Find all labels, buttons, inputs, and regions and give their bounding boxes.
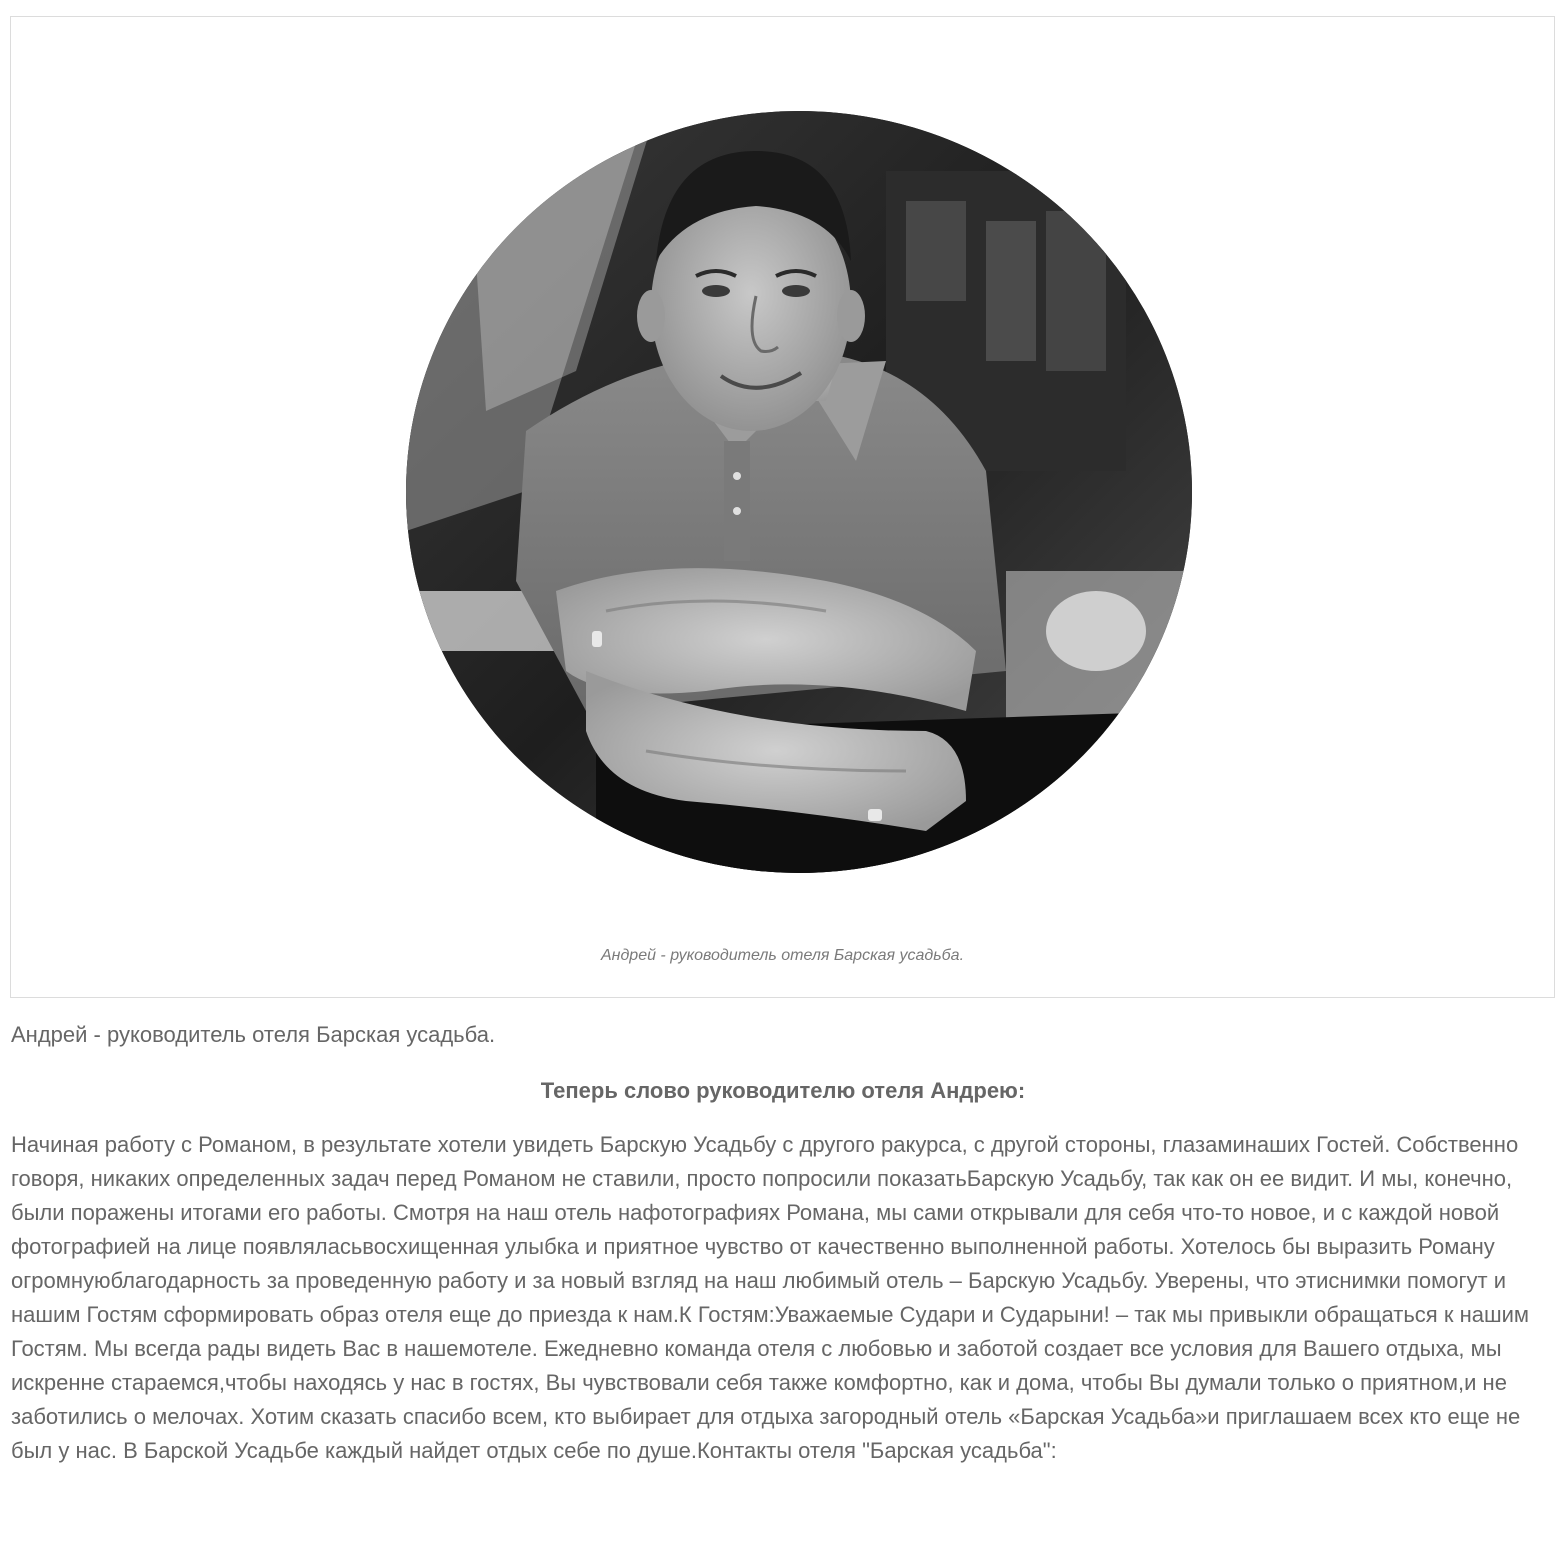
- caption-text: Андрей - руководитель отеля Барская усадьба.: [11, 1022, 496, 1047]
- section-heading: Теперь слово руководителю отеля Андрею:: [540, 1078, 1026, 1103]
- portrait-illustration: [406, 111, 1192, 873]
- portrait-photo[interactable]: [406, 111, 1192, 873]
- article-body: Начиная работу с Романом, в результате хотели увидеть Барскую Усадьбу с другого ракурса, с другой стороны, глазаминаших Гостей. Собственно говоря, никаких определенных задач перед Романом не ставили, просто попросили показатьБарскую Усадьбу, так как он ее видит. И мы, конечно, были поражены итогами его работы. Смотря на наш отель нафотографиях Романа, мы сами открывали для себя что-то новое, и с каждой новой фотографией на лице появляласьвосхищенная улыбка и приятное чувство от качественно выполненной работы. Хотелось бы выразить Роману огромнуюблагодарность за проведенную работу и за новый взгляд на наш любимый отель – Барскую Усадьбу. Уверены, что этиснимки помогут и нашим Гостям сформировать образ отеля еще до приезда к нам.К Гостям:Уважаемые Судари и Сударыни! – так мы привыкли обращаться к нашим Гостям. Мы всегда рады видеть Вас в нашемотеле. Ежедневно команда отеля с любовью и заботой создает все условия для Вашего отдыха, мы искренне стараемся,чтобы находясь у нас в гостях, Вы чувствовали себя также комфортно, как и дома, чтобы Вы думали только о приятном,и не заботились о мелочах. Хотим сказать спасибо всем, кто выбирает для отдыха загородный отель «Барская Усадьба»и приглашаем всех кто еще не был у нас. В Барской Усадьбе каждый найдет отдых себе по душе.Контакты отеля "Барская усадьба":: [11, 1132, 1530, 1463]
- figure-box: [10, 16, 1555, 998]
- figure-caption: Андрей - руководитель отеля Барская усадьба.: [600, 947, 965, 964]
